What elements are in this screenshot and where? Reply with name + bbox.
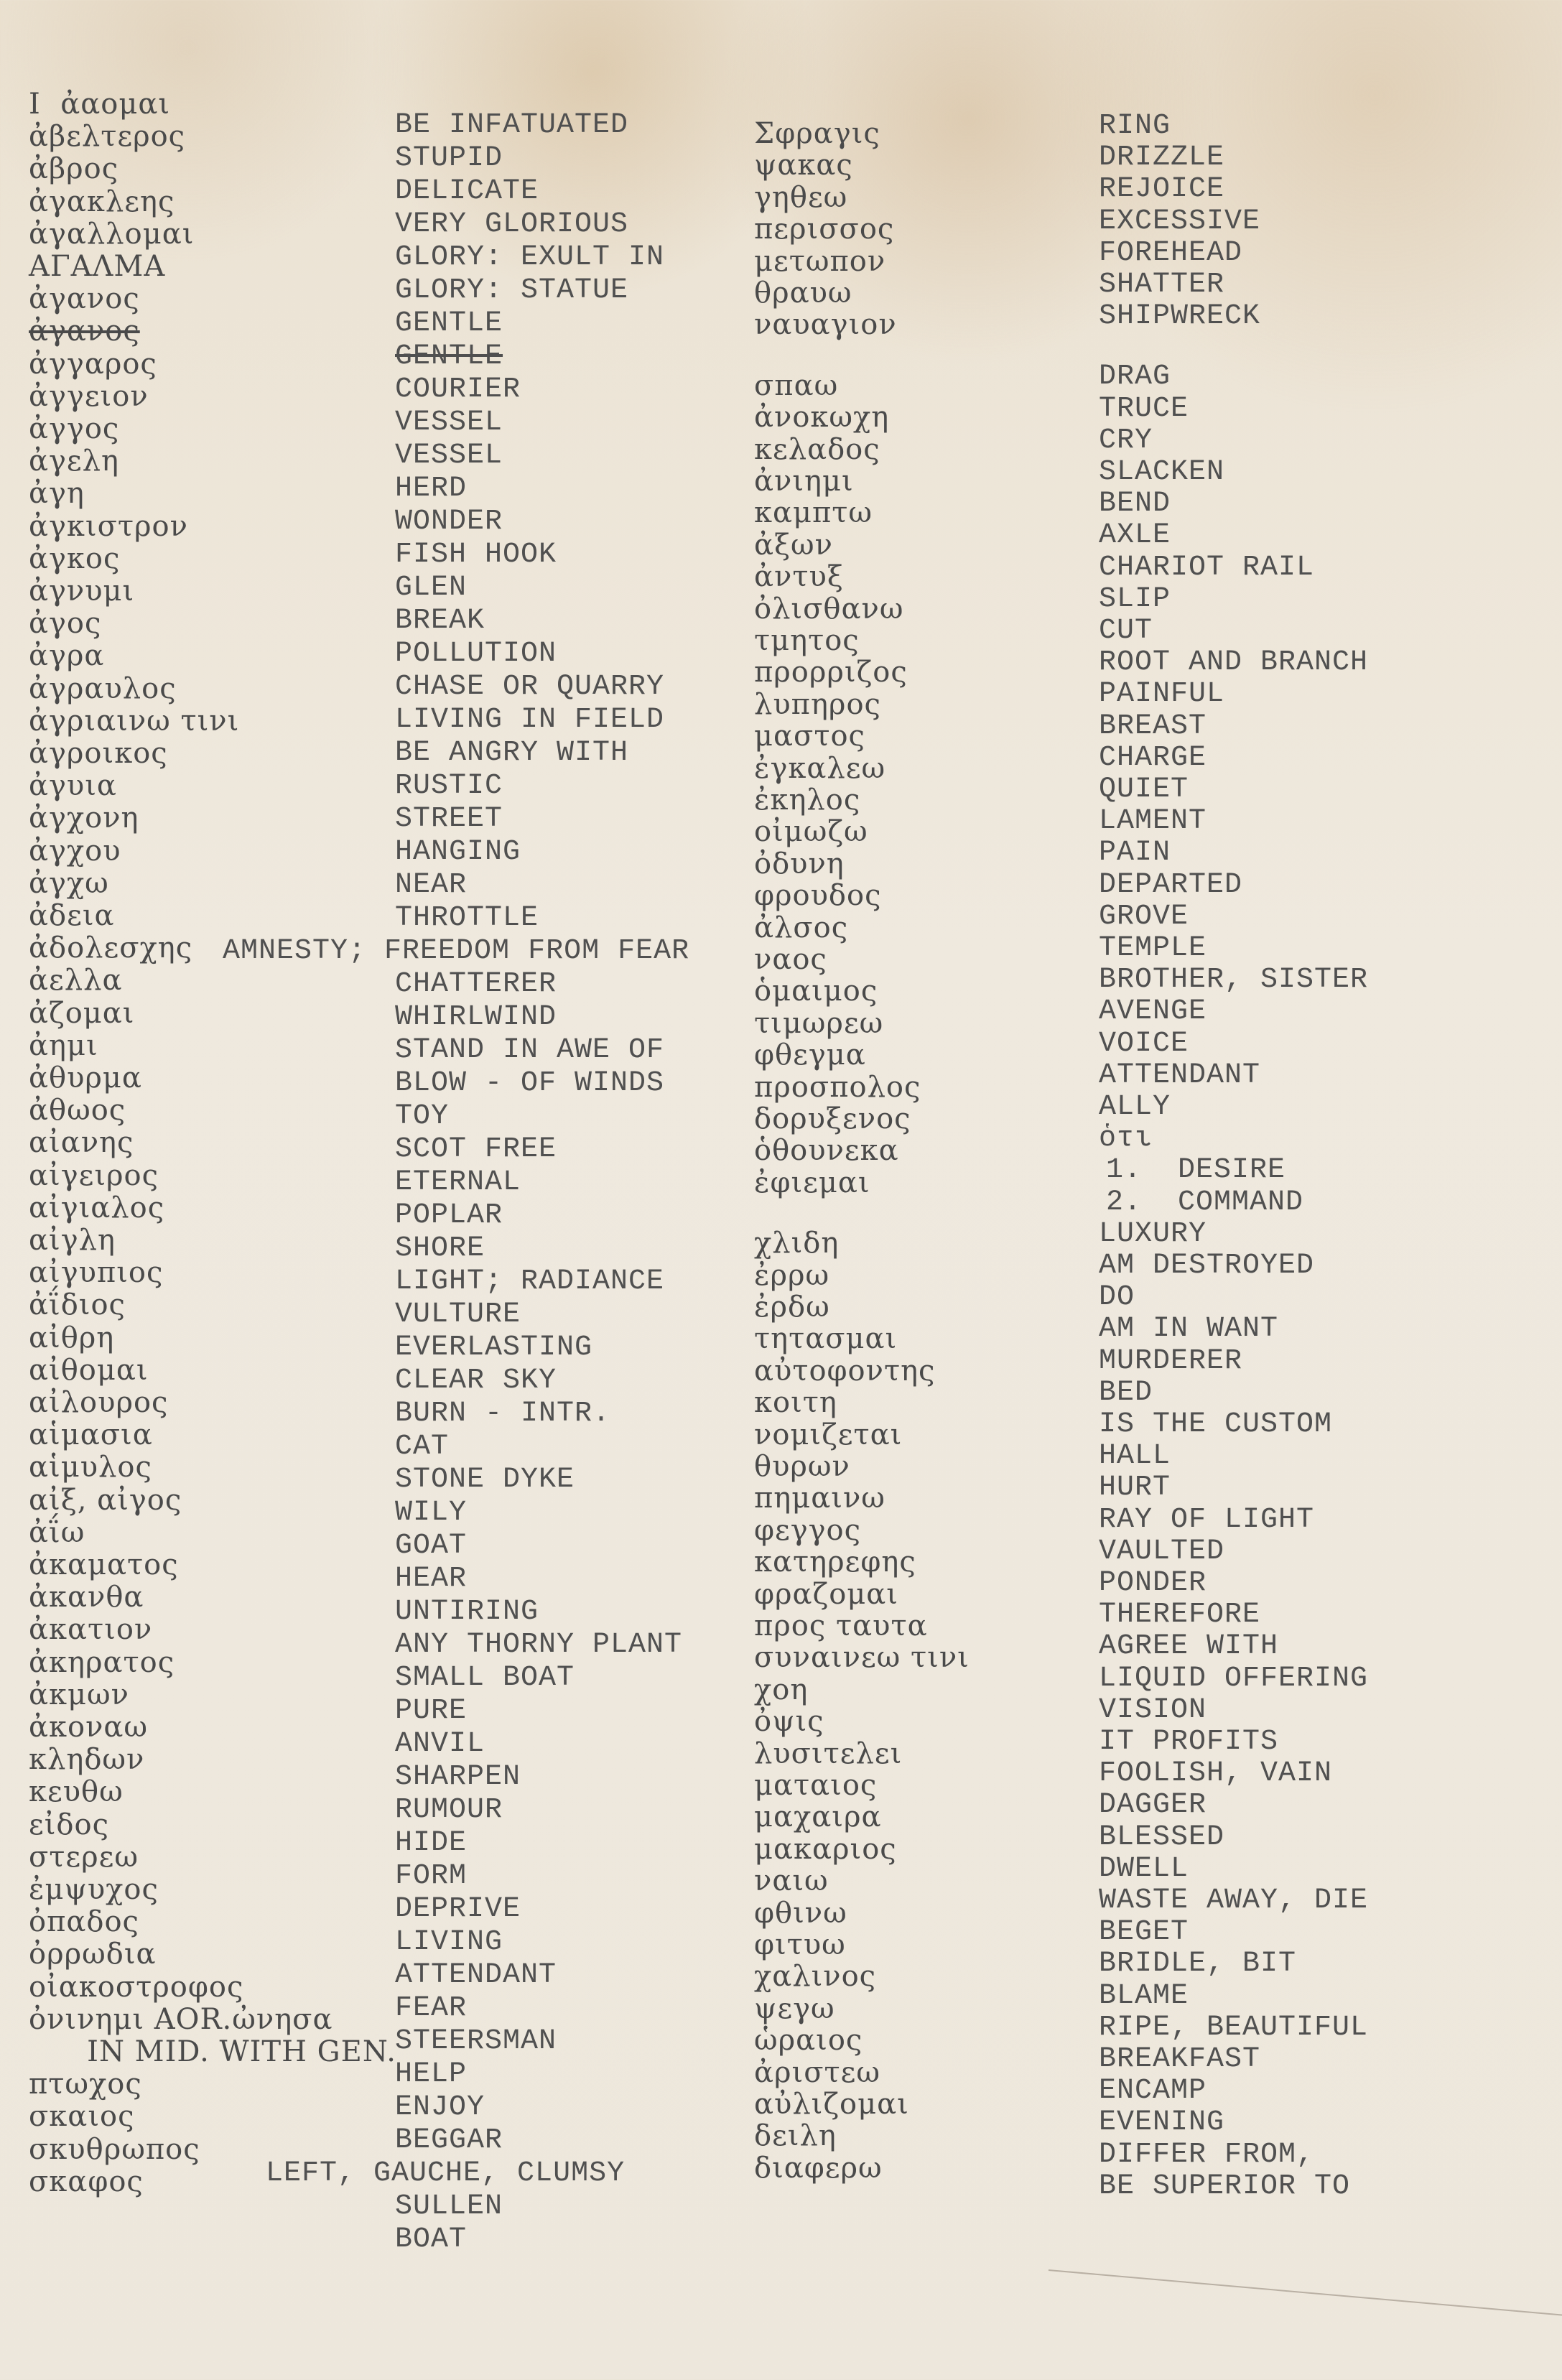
col1-entry: ἀζομαι [29,996,135,1030]
col3-entry: ἐκηλος [754,784,861,817]
col2-entry: HEAR [395,1563,468,1595]
col2-entry: LIVING [395,1926,503,1958]
col1-entry: ἀγκιστρον [29,509,188,543]
col2-entry: THROTTLE [395,902,539,934]
col1-entry: σκαφος [29,2165,144,2198]
col4-entry: CRY [1099,424,1153,457]
col4-entry: VAULTED [1099,1535,1225,1568]
col4-entry: BEGET [1099,1916,1189,1949]
col3-entry: λυσιτελει [754,1737,903,1770]
col1-entry: αἰανης [29,1126,134,1160]
col2-entry: COURIER [395,373,521,406]
col2-entry: BURN - INTR. [395,1398,611,1430]
col1-entry: κληδων [29,1743,145,1777]
col4-entry: BROTHER, SISTER [1099,964,1369,997]
col2-entry: TOY [395,1100,450,1133]
col1-entry: σκυθρωπος [29,2132,200,2166]
col2-entry: BOAT [395,2223,468,2256]
col1-entry: ἀγακλεης [29,185,175,218]
col3-entry: τμητος [754,624,860,657]
col4-entry: AXLE [1099,519,1171,552]
col3-entry: θραυω [754,276,852,310]
col2-entry: SHORE [395,1232,485,1265]
col4-entry: ALLY [1099,1091,1171,1123]
col2-entry: STUPID [395,142,503,175]
col3-entry: ἐρδω [754,1291,830,1324]
col1-entry: ἀημι [29,1028,98,1062]
col4-entry: DIFFER FROM, [1099,2138,1315,2171]
col4-entry: DRIZZLE [1099,141,1225,175]
col4-entry: PAIN [1099,837,1171,870]
col4-entry: AGREE WITH [1099,1630,1279,1663]
col2-entry: GLORY: EXULT IN [395,241,665,274]
col3-entry: χοη [754,1673,809,1706]
col4-entry: TEMPLE [1099,932,1207,964]
col1-entry: ἀκατιον [29,1613,153,1647]
col3-entry: θυρων [754,1450,850,1483]
col1-entry: αἰλουρος [29,1386,169,1419]
col3-entry: χαλινος [754,1960,877,1994]
col3-entry: αὐλιζομαι [754,2088,909,2121]
col2-entry: AMNESTY; FREEDOM FROM FEAR [223,935,690,967]
col4-entry: DEPARTED [1099,868,1243,901]
col3-entry: φρουδος [754,879,882,913]
col2-entry: BREAK [395,605,485,637]
col3-entry: μακαριος [754,1832,897,1866]
col1-entry: ΑΓΑΛΜΑ [29,250,166,283]
col2-entry: CHASE OR QUARRY [395,671,665,703]
col1-entry: ὀρρωδια [29,1938,157,1971]
col2-entry: FEAR [395,1992,468,2025]
col4-entry: LAMENT [1099,805,1207,838]
col2-entry: BEGGAR [395,2124,503,2157]
col1-entry: ἀκοναω [29,1711,149,1744]
col3-entry: τιμωρεω [754,1006,884,1040]
col4-entry: AM IN WANT [1099,1313,1279,1346]
col4-entry: 1. DESIRE [1106,1154,1286,1187]
col2-entry: SULLEN [395,2190,503,2223]
col2-entry: STREET [395,803,503,835]
col2-entry: HANGING [395,836,521,868]
col3-entry: μαχαιρα [754,1800,882,1834]
col2-entry: EVERLASTING [395,1331,593,1364]
col3-entry: ἐγκαλεω [754,751,886,785]
col1-entry: αἰξ, αἰγος [29,1483,182,1517]
col4-entry: BED [1099,1376,1153,1409]
col4-entry: ROOT AND BRANCH [1099,646,1369,679]
col1-entry: ἀγη [29,477,85,511]
col2-entry: SMALL BOAT [395,1662,575,1694]
col1-entry: ἀγνυμι [29,575,135,608]
col4-entry: CUT [1099,615,1153,647]
col3-entry: ἀνιημι [754,465,854,498]
col4-entry: RING [1099,110,1171,142]
col3-entry: πημαινω [754,1482,885,1515]
col3-entry: ἐρρω [754,1258,830,1292]
col3-entry: μετωπον [754,244,886,278]
col1-entry: κευθω [29,1775,124,1809]
col3-entry: ναιω [754,1864,829,1898]
col4-entry: SLACKEN [1099,456,1225,488]
col1-entry: αἰγλη [29,1224,116,1257]
col3-entry: αὐτοφοντης [754,1354,936,1387]
col1-entry: ἀΐω [29,1515,85,1549]
col3-entry: τητασμαι [754,1322,898,1356]
col3-entry: κατηρεφης [754,1545,916,1579]
col2-entry: HELP [395,2058,468,2091]
col2-entry: FISH HOOK [395,539,557,571]
col2-entry: ENJOY [395,2091,485,2124]
col1-entry: σκαιος [29,2100,135,2134]
col1-entry: ἀβελτερος [29,120,186,154]
col3-entry: περισσος [754,213,895,246]
col2-entry: GENTLE [395,340,503,373]
col1-entry: ἀγυια [29,769,117,803]
col3-entry: ἀριστεω [754,2055,880,2089]
col3-entry: ἀξων [754,528,833,562]
col4-entry: DO [1099,1281,1135,1314]
col3-entry: προρριζος [754,656,908,689]
col4-entry: DWELL [1099,1852,1189,1885]
col4-entry: SHIPWRECK [1099,300,1261,333]
col2-entry: CAT [395,1431,450,1463]
col4-entry: BEND [1099,488,1171,521]
col2-entry: GENTLE [395,307,503,340]
col4-entry: EXCESSIVE [1099,205,1261,238]
col4-entry: HURT [1099,1472,1171,1505]
col1-entry: ἀδολεσχης [29,931,193,965]
col2-entry: SHARPEN [395,1761,521,1793]
col4-entry: IT PROFITS [1099,1726,1279,1758]
col3-entry: κοιτη [754,1386,837,1420]
col2-entry: GLORY: STATUE [395,274,629,307]
col4-entry: 2. COMMAND [1106,1186,1304,1219]
col1-entry: αἰγυπιος [29,1256,164,1290]
col2-entry: HERD [395,473,468,505]
col4-entry: QUIET [1099,773,1189,806]
col4-entry: RIPE, BEAUTIFUL [1099,2011,1369,2044]
col4-entry: HALL [1099,1440,1171,1473]
col4-entry: REJOICE [1099,173,1225,206]
col2-entry: GOAT [395,1530,468,1562]
col4-entry: DAGGER [1099,1789,1207,1822]
col2-entry: VERY GLORIOUS [395,208,629,241]
col4-entry: FOREHEAD [1099,236,1243,269]
col3-entry: ὡραιος [754,2024,863,2058]
col4-entry: CHARGE [1099,741,1207,774]
col3-entry: ὁθουνεκα [754,1134,899,1168]
col2-entry: POPLAR [395,1199,503,1232]
col1-entry: ἀγανος [29,315,140,348]
col2-entry: POLLUTION [395,638,557,670]
col4-entry: BRIDLE, BIT [1099,1948,1297,1981]
col1-entry: ὀνινημι AOR.ὠνησα [29,2002,333,2036]
col3-entry: μαστος [754,720,865,753]
col3-entry: ἐφιεμαι [754,1166,870,1199]
col1-entry: ἀΐδιος [29,1288,126,1322]
col3-entry: διαφερω [754,2151,883,2185]
col4-entry: PONDER [1099,1567,1207,1599]
col2-entry: BLOW - OF WINDS [395,1067,665,1100]
col4-entry: ENCAMP [1099,2075,1207,2108]
col3-entry: γηθεω [754,180,848,214]
col2-entry: STEERSMAN [395,2025,557,2058]
col3-entry: κελαδος [754,432,880,466]
col4-entry: EVENING [1099,2106,1225,2139]
col2-entry: WONDER [395,506,503,538]
col2-entry: STAND IN AWE OF [395,1034,665,1066]
col1-entry: στερεω [29,1840,139,1874]
col2-entry: ETERNAL [395,1166,521,1199]
paper-fold-line [1049,2269,1562,2316]
col1-entry: I ἀαομαι [29,88,171,121]
col3-entry: δορυξενος [754,1102,911,1135]
col4-entry: ATTENDANT [1099,1059,1261,1092]
col4-entry: RAY OF LIGHT [1099,1503,1315,1536]
col2-entry: RUMOUR [395,1794,503,1826]
col3-entry: Σφραγις [754,117,880,150]
col1-entry: ἀθωος [29,1094,126,1128]
col1-entry: ἀγχου [29,834,121,868]
col2-entry: CLEAR SKY [395,1365,557,1397]
col4-entry: SLIP [1099,582,1171,615]
col3-entry: συναινεω τινι [754,1641,970,1675]
col1-entry: αἱμασια [29,1418,153,1452]
col3-entry: καμπτω [754,496,873,530]
col1-entry: αἰθρη [29,1321,115,1354]
col2-entry: DELICATE [395,175,539,208]
col4-entry: TRUCE [1099,392,1189,425]
col4-entry: BLAME [1099,1979,1189,2012]
col1-entry: ἀβρος [29,152,119,186]
col3-entry: ἀνοκωχη [754,401,890,434]
col4-entry: DRAG [1099,361,1171,394]
col3-entry: ὀδυνη [754,847,845,880]
col2-entry: LEFT, GAUCHE, CLUMSY [266,2157,626,2190]
col1-entry: ἀγανος [29,282,140,316]
col2-entry: BE ANGRY WITH [395,737,629,769]
col3-entry: νομιζεται [754,1418,903,1451]
col3-entry: ναυαγιον [754,308,897,342]
col1-entry: ἀκηρατος [29,1645,175,1679]
col2-entry: LIGHT; RADIANCE [395,1265,665,1298]
col3-entry: ψεγω [754,1991,835,2025]
col4-entry: CHARIOT RAIL [1099,551,1315,584]
col4-entry: AVENGE [1099,995,1207,1028]
col1-entry: ἀγρα [29,639,105,673]
col2-entry: WHIRLWIND [395,1001,557,1033]
col2-entry: ANVIL [395,1728,485,1760]
col1-entry: ἀθυρμα [29,1061,142,1094]
col4-entry: FOOLISH, VAIN [1099,1757,1333,1790]
col3-entry: σπαω [754,368,839,402]
col4-entry: LUXURY [1099,1217,1207,1250]
col1-entry: ἀγαλλομαι [29,217,195,251]
col2-entry: HIDE [395,1827,468,1859]
col2-entry: CHATTERER [395,968,557,1000]
col1-entry: ἀγκος [29,541,121,575]
col3-entry: δειλη [754,2119,837,2153]
col4-entry: PAINFUL [1099,678,1225,711]
col1-entry: ἀελλα [29,964,123,998]
col1-entry: οἰακοστροφος [29,1970,244,2004]
col1-entry: ἀκαματος [29,1548,179,1581]
col1-entry: ἀγος [29,607,102,641]
col2-entry: VESSEL [395,406,503,439]
col2-entry: STONE DYKE [395,1464,575,1496]
col2-entry: DEPRIVE [395,1893,521,1925]
col1-entry: αἰθομαι [29,1353,149,1387]
col1-entry: ἀγροικος [29,737,168,770]
col2-entry: WILY [395,1497,468,1529]
col1-entry: ἀκανθα [29,1581,144,1614]
col2-entry: FORM [395,1860,468,1892]
col3-entry: φθινω [754,1896,847,1930]
col4-entry: AM DESTROYED [1099,1250,1315,1282]
col4-entry: BLESSED [1099,1821,1225,1854]
col3-entry: ὁμαιμος [754,975,878,1008]
col1-entry: ὀπαδος [29,1905,139,1939]
col3-entry: ἀλσος [754,911,849,944]
col1-entry: ἀκμων [29,1678,129,1711]
col3-entry: φεγγος [754,1513,862,1547]
col3-entry: φιτυω [754,1928,846,1961]
col3-entry: ματαιος [754,1769,878,1802]
col2-entry: NEAR [395,869,468,901]
col2-entry: GLEN [395,572,468,604]
col3-entry: ψακας [754,149,853,182]
col2-entry: VESSEL [395,440,503,472]
col1-entry: ἀγγαρος [29,347,157,381]
col1-entry: ἀδεια [29,899,115,932]
col1-entry: ἀγραυλος [29,671,177,705]
col1-entry: αἰγειρος [29,1158,159,1192]
col1-entry: ἀγελη [29,445,119,478]
col3-entry: ἀντυξ [754,560,844,594]
col4-entry: IS THE CUSTOM [1099,1408,1333,1441]
col1-entry: αἰγιαλος [29,1191,165,1224]
col1-entry: ἐμψυχος [29,1873,159,1906]
col1-entry: πτωχος [29,2068,142,2101]
col2-entry: PURE [395,1695,468,1727]
col4-entry: VISION [1099,1693,1207,1726]
col1-entry: ἀγχονη [29,801,139,835]
col3-entry: οἰμωζω [754,815,868,849]
col3-entry: λυπηρος [754,687,881,721]
col2-entry: SCOT FREE [395,1133,557,1166]
col2-entry: LIVING IN FIELD [395,704,665,736]
col4-entry: ὁτι [1099,1122,1153,1156]
col3-entry: φθεγμα [754,1038,866,1072]
col4-entry: VOICE [1099,1027,1189,1060]
col2-entry: UNTIRING [395,1596,539,1628]
col3-entry: ὀλισθανω [754,592,904,626]
col2-entry: RUSTIC [395,770,503,802]
col1-entry: ἀγγος [29,412,120,445]
col1-entry: IN MID. WITH GEN. [57,2035,396,2068]
col2-entry: ATTENDANT [395,1959,557,1991]
col1-entry: εἰδος [29,1808,109,1841]
col2-entry: ANY THORNY PLANT [395,1629,683,1661]
col3-entry: χλιδη [754,1227,840,1260]
col4-entry: LIQUID OFFERING [1099,1662,1369,1695]
col4-entry: BREAST [1099,710,1207,743]
col3-entry: φραζομαι [754,1577,898,1611]
col4-entry: MURDERER [1099,1344,1243,1377]
col1-entry: ἀγχω [29,866,109,900]
col2-entry: BE INFATUATED [395,109,629,141]
col1-entry: ἀγριαινω τινι [29,704,240,738]
col1-entry: αἱμυλος [29,1451,152,1484]
col1-entry: ἀγγειον [29,379,149,413]
col4-entry: GROVE [1099,900,1189,933]
col3-entry: προσπολος [754,1070,921,1104]
col4-entry: BREAKFAST [1099,2043,1261,2075]
col3-entry: ὀψις [754,1705,824,1739]
col4-entry: BE SUPERIOR TO [1099,2170,1351,2203]
col3-entry: ναος [754,943,827,976]
col3-entry: προς ταυτα [754,1609,928,1642]
col2-entry: VULTURE [395,1298,521,1331]
col4-entry: THEREFORE [1099,1599,1261,1632]
col4-entry: SHATTER [1099,269,1225,301]
col4-entry: WASTE AWAY, DIE [1099,1884,1369,1917]
